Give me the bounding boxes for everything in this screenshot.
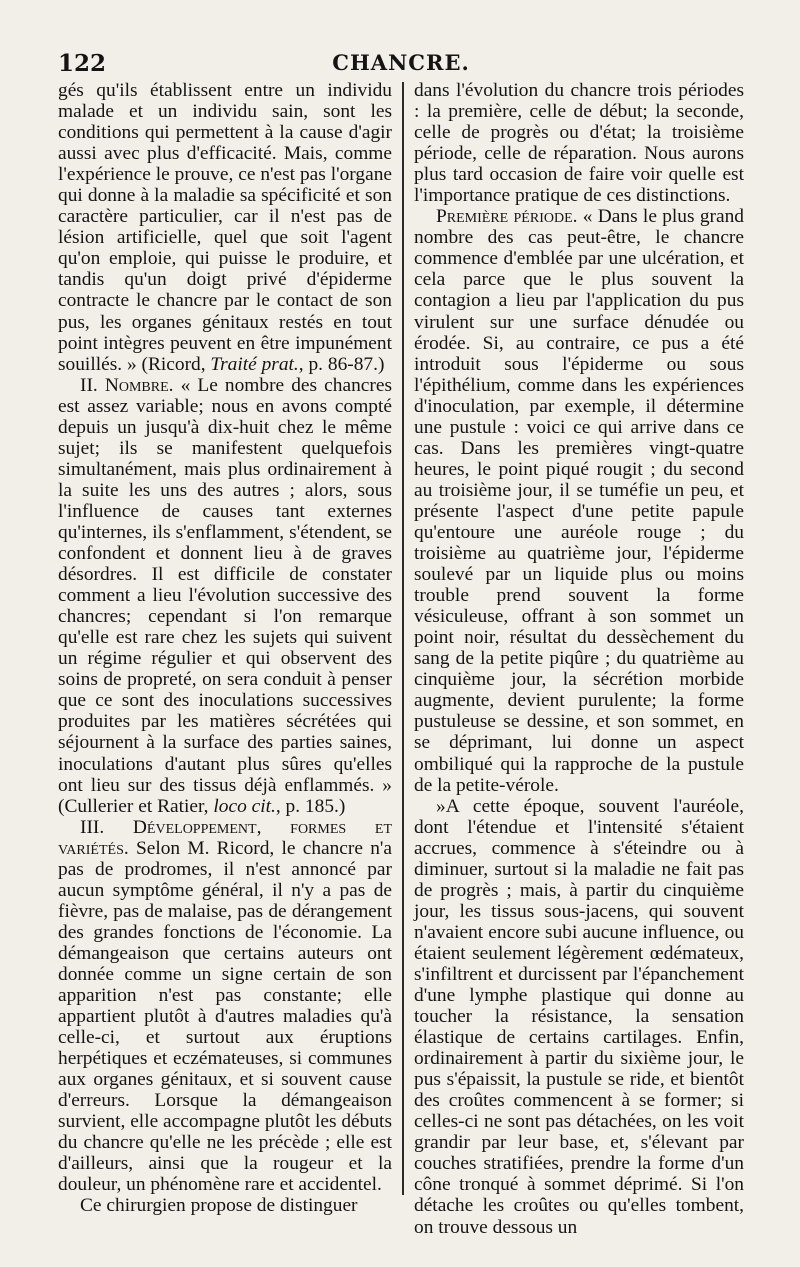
paragraph: dans l'évolution du chancre trois périodes : la première, celle de début; la seconde, celle de progrès ou d'état; la troisième période, celle de réparation. Nous aurons plus tard occasion de faire voir quelle est l'importance pratique de ces distinctions. [414,80,744,207]
left-column [58,80,392,1217]
section-heading: III. Développement, formes et variétés. [58,816,392,859]
section-heading: Première période. [436,206,578,228]
paragraph: II. Nombre. « Le nombre des chancres est assez variable; nous en avons compté depuis un jusqu'à dix-huit chez le même sujet; ils se manifestent quelquefois simultanément, mais plus ordinairement à la suite les uns des autres ; alors, sous l'influence de causes tant externes qu'internes, ils s'enflamment, s'étendent, se confondent et donnent lieu à de graves désordres. Il est difficile de constater comment a lieu l'évolution successive des chancres; cependant si l'on remarque qu'elle est rare chez les sujets qui suivent un régime régulier et qui observent des soins de propreté, on sera conduit à penser que ce sont des inoculations successives produites par les matières sécrétées qui séjournent à la surface des parties saines, inoculations d'autant plus sûres qu'elles ont lieu sur des tissus déjà enflammés. » (Cullerier et Ratier, loco cit., p. 185.) [58,374,392,817]
paragraph: Ce chirurgien propose de distinguer [80,1195,358,1217]
running-title: CHANCRE. [332,50,470,75]
section-heading: II. Nombre. [80,374,174,396]
page-header [58,50,744,84]
paragraph: III. Développement, formes et variétés. Selon M. Ricord, le chancre n'a pas de prodromes, il n'est annoncé par aucun symptôme général, il n'y a pas de fièvre, pas de malaise, pas de dérangement des grandes fonctions de l'économie. La démangeaison que certains auteurs ont donnée comme un signe certain de son apparition n'est pas constante; elle appartient plutôt à d'autres maladies qu'à celle-ci, et surtout aux éruptions herpétiques et eczémateuses, si communes aux organes génitaux, et si souvent cause d'erreurs. Lorsque la démangeaison survient, elle accompagne plutôt les débuts du chancre qu'elle ne les précède ; elle est d'ailleurs, ainsi que la rougeur et la douleur, un phénomène rare et accidentel. [58,816,392,1196]
page-number: 122 [58,50,107,77]
right-column [414,80,744,1238]
paragraph: gés qu'ils établissent entre un individu malade et un individu sain, sont les conditions qui permettent à la cause d'agir aussi avec plus d'efficacité. Mais, comme l'expérience le prouve, ce n'est pas l'organe qui donne à la maladie sa spécificité et son caractère particulier, car il n'est pas de lésion artificielle, quel que soit l'agent qu'on emploie, qui puisse le produire, et tandis qu'un doigt privé d'épiderme contracte le chancre par le contact de son pus, les organes génitaux restés en tout point intègres peuvent en être impunément souillés. » (Ricord, Traité prat., p. 86-87.) [58,80,392,375]
column-divider [402,82,404,1195]
paragraph: »A cette époque, souvent l'auréole, dont l'étendue et l'intensité s'étaient accrues, commence à s'éteindre ou à diminuer, surtout si la maladie ne fait pas de progrès ; mais, à partir du cinquième jour, les tissus sous-jacens, qui souvent n'avaient encore subi aucune influence, ou étaient seulement légèrement œdémateux, s'infiltrent et durcissent par l'épanchement d'une lymphe plastique qui donne au toucher la résistance, la sensation élastique de certains cartilages. Enfin, ordinairement à partir du sixième jour, le pus s'épaissit, la pustule se ride, et bientôt des croûtes commencent à se former; si celles-ci ne sont pas détachées, on les voit grandir par leur base, et, s'élevant par couches stratifiées, prendre la forme d'un cône tronqué à sommet déprimé. Si l'on détache les croûtes ou qu'elles tombent, on trouve dessous un [414,795,744,1238]
paragraph: Première période. « Dans le plus grand nombre des cas peut-être, le chancre commence d'emblée par une ulcération, et cela parce que le plus souvent la contagion a lieu par l'application du pus virulent sur une surface dénudée ou érodée. Si, au contraire, ce pus a été introduit sous l'épiderme ou sous l'épithélium, comme dans les expériences d'inoculation, par exemple, il détermine une pustule : voici ce qui arrive dans ce cas. Dans les premières vingt-quatre heures, le point piqué rougit ; du second au troisième jour, il se tuméfie un peu, et présente l'aspect d'une petite papule qu'entoure une auréole rouge ; du troisième au quatrième jour, l'épiderme soulevé par un liquide plus ou moins trouble prend souvent la forme vésiculeuse, offrant à son sommet un point noir, résultat du dessèchement du sang de la petite piqûre ; du quatrième au cinquième jour, la sécrétion morbide augmente, devient purulente; la forme pustuleuse se dessine, et son sommet, en se déprimant, lui donne un aspect ombiliqué qui la rapproche de la pustule de la petite-vérole. [414,206,744,796]
